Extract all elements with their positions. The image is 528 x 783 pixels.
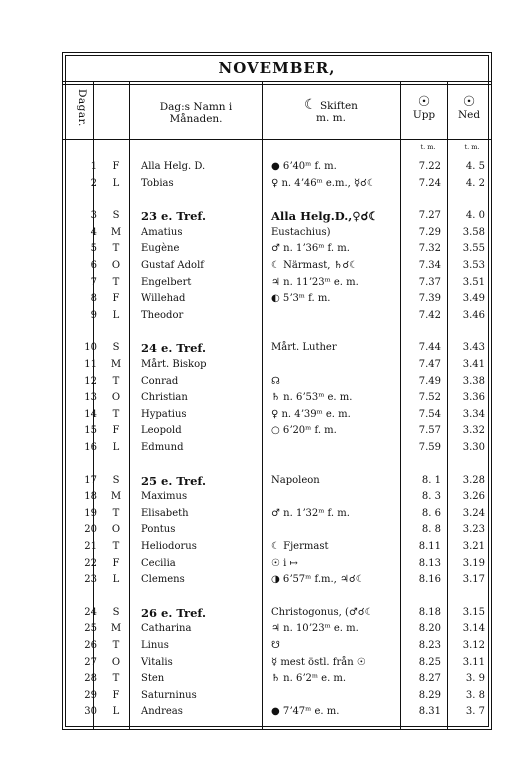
calendar-row [63, 556, 491, 572]
weekday: S [112, 606, 120, 618]
header-names: Dag:s Namn i Månaden. [159, 101, 233, 125]
day-number: 19 [84, 507, 97, 519]
day-number: 4 [90, 226, 97, 238]
time-unit-ned: t. m. [464, 143, 480, 151]
sunset-time: 3.43 [462, 342, 485, 354]
sunset-time: 3.34 [462, 408, 485, 420]
calendar-row [63, 241, 491, 257]
sunrise-time: 7.27 [418, 210, 441, 222]
sunrise-time: 8. 3 [421, 491, 441, 503]
day-number: 20 [84, 524, 97, 536]
day-name: Leopold [141, 425, 182, 437]
weekday: T [112, 507, 120, 519]
sunrise-time: 7.54 [418, 408, 441, 420]
sunset-time: 3.28 [462, 474, 485, 486]
sunset-time: 3. 7 [465, 706, 485, 718]
sunset-time: 3.49 [462, 293, 485, 305]
sunrise-time: 8.31 [418, 706, 441, 718]
calendar-row [63, 489, 491, 505]
astronomical-note: ● 7ʼ47ᵐ e. m. [271, 706, 340, 718]
day-name: Clemens [141, 574, 185, 586]
calendar-row [63, 340, 491, 356]
weekday: L [112, 574, 120, 586]
calendar-row [63, 522, 491, 538]
day-name: Andreas [141, 706, 183, 718]
calendar-row [63, 275, 491, 291]
sunset-time: 3.21 [462, 541, 485, 552]
sunrise-time: 8.13 [418, 557, 441, 569]
weekday: T [112, 541, 120, 552]
header-sun-down [449, 95, 489, 121]
day-number: 24 [84, 606, 97, 618]
weekday: M [110, 623, 122, 635]
weekday: S [112, 474, 120, 486]
day-name: Engelbert [141, 276, 192, 288]
astronomical-note: ◐ 5ʼ3ᵐ f. m. [271, 293, 331, 305]
header-moon-unit: m. m. [316, 112, 346, 124]
weekday: F [112, 161, 120, 172]
weekday: L [112, 309, 120, 321]
day-name: Linus [141, 640, 169, 651]
day-name: 23 e. Tref. [141, 209, 206, 224]
weekday: M [110, 226, 122, 238]
calendar-page [62, 52, 492, 730]
astronomical-note: ☾ Fjermast [271, 541, 329, 552]
day-number: 28 [84, 673, 97, 685]
sunset-time: 3.58 [462, 226, 485, 238]
calendar-row [63, 572, 491, 588]
sunrise-time: 8.18 [418, 606, 441, 618]
sunrise-time: 7.32 [418, 243, 441, 255]
astronomical-note: ☉ i ↦ [271, 557, 298, 569]
day-name: Pontus [141, 524, 176, 536]
weekday: F [112, 689, 120, 701]
day-name: Heliodorus [141, 541, 197, 552]
calendar-row [63, 159, 491, 175]
day-number: 2 [90, 177, 97, 189]
day-name: 24 e. Tref. [141, 341, 206, 356]
day-number: 7 [90, 276, 97, 288]
day-number: 11 [84, 359, 97, 370]
day-name: Eugène [141, 243, 180, 255]
day-number: 23 [84, 574, 97, 586]
day-name: Willehad [141, 293, 186, 305]
calendar-row [63, 638, 491, 654]
calendar-row [63, 704, 491, 720]
astronomical-note: ○ 6ʼ20ᵐ f. m. [271, 425, 337, 437]
day-number: 26 [84, 640, 97, 651]
sunset-time: 4. 2 [465, 177, 485, 189]
calendar-row [63, 374, 491, 390]
calendar-row [63, 621, 491, 637]
day-number: 9 [90, 309, 97, 321]
day-name: Mårt. Biskop [141, 359, 207, 370]
day-name: Vitalis [141, 656, 173, 668]
time-unit-upp: t. m. [420, 143, 436, 151]
day-name: Tobias [141, 177, 174, 189]
astronomical-note: ♂ n. 1ʼ32ᵐ f. m. [271, 507, 350, 519]
sunset-time: 3. 9 [465, 673, 485, 685]
weekday: S [112, 210, 120, 222]
day-name: Elisabeth [141, 507, 189, 519]
day-name: Maximus [141, 491, 188, 503]
calendar-row [63, 655, 491, 671]
day-name: Conrad [141, 375, 179, 387]
astronomical-note: ☿ mest östl. från ☉ [271, 656, 366, 668]
sunset-time: 3.15 [462, 606, 485, 618]
sunrise-time: 7.59 [418, 442, 441, 453]
sunrise-time: 7.44 [418, 342, 441, 354]
weekday: S [112, 342, 120, 354]
header-sun-up [402, 95, 446, 121]
day-name: Alla Helg. D. [141, 161, 206, 172]
sunset-time: 3. 8 [465, 689, 485, 701]
day-number: 27 [84, 656, 97, 668]
astronomical-note: Napoleon [271, 474, 320, 486]
sunrise-time: 8.16 [418, 574, 441, 586]
header-sun-up-label: Upp [412, 109, 436, 121]
sunrise-time: 8.27 [418, 673, 441, 685]
weekday: M [110, 491, 122, 503]
weekday: O [111, 656, 121, 668]
day-number: 22 [84, 557, 97, 569]
day-name: Theodor [141, 309, 184, 321]
sunrise-time: 8. 6 [421, 507, 441, 519]
sunset-time: 3.46 [462, 309, 485, 321]
astronomical-note: ♀ n. 4ʼ39ᵐ e. m. [271, 408, 351, 420]
calendar-row [63, 605, 491, 621]
sunrise-time: 7.37 [418, 276, 441, 288]
sunrise-time: 8.20 [418, 623, 441, 635]
header-moon [265, 99, 397, 124]
sun-icon: ☉ [462, 94, 476, 110]
astronomical-note: ☋ [271, 640, 280, 651]
astronomical-note: ♂ n. 1ʼ36ᵐ f. m. [271, 243, 350, 255]
sunset-time: 4. 0 [465, 210, 485, 222]
day-number: 17 [84, 474, 97, 486]
day-name: 26 e. Tref. [141, 605, 206, 620]
astronomical-note: ♃ n. 11ʼ23ᵐ e. m. [271, 276, 359, 288]
sunset-time: 3.26 [462, 491, 485, 503]
sunrise-time: 7.47 [418, 359, 441, 370]
day-number: 15 [84, 425, 97, 437]
weekday: F [112, 425, 120, 437]
day-number: 6 [90, 260, 97, 271]
astronomical-note: ☊ [271, 375, 280, 387]
day-name: Cecilia [141, 557, 176, 569]
astronomical-note: Christogonus, (♂☌☾ [271, 606, 374, 618]
weekday: F [112, 293, 120, 305]
sunset-time: 3.53 [462, 260, 485, 271]
weekday: O [111, 392, 121, 404]
sunset-time: 3.32 [462, 425, 485, 437]
calendar-row [63, 258, 491, 274]
header-moon-label: Skiften [319, 100, 358, 112]
weekday: O [111, 524, 121, 536]
day-number: 13 [84, 392, 97, 404]
sunrise-time: 8.23 [418, 640, 441, 651]
sunset-time: 3.11 [462, 656, 485, 668]
sunrise-time: 8.11 [418, 541, 441, 552]
header-sun-down-label: Ned [457, 109, 481, 121]
sunrise-time: 7.24 [418, 177, 441, 189]
day-name: Saturninus [141, 689, 197, 701]
weekday: L [112, 177, 120, 189]
calendar-row [63, 688, 491, 704]
sunrise-time: 7.22 [418, 161, 441, 172]
day-name: Sten [141, 673, 165, 685]
sunrise-time: 7.49 [418, 375, 441, 387]
day-number: 5 [90, 243, 97, 255]
weekday: T [112, 640, 120, 651]
sunset-time: 3.14 [462, 623, 485, 635]
calendar-row [63, 539, 491, 555]
weekday: O [111, 260, 121, 271]
calendar-row [63, 176, 491, 192]
calendar-row [63, 506, 491, 522]
day-number: 8 [90, 293, 97, 305]
day-name: Gustaf Adolf [141, 260, 204, 271]
day-number: 14 [84, 408, 97, 420]
sunrise-time: 8.29 [418, 689, 441, 701]
astronomical-note: ♃ n. 10ʼ23ᵐ e. m. [271, 623, 359, 635]
day-name: Amatius [141, 226, 183, 238]
weekday: F [112, 557, 120, 569]
sun-icon: ☉ [417, 94, 431, 110]
astronomical-note: ● 6ʼ40ᵐ f. m. [271, 161, 337, 172]
weekday: T [112, 408, 120, 420]
calendar-row [63, 225, 491, 241]
day-number: 10 [84, 342, 97, 354]
calendar-row [63, 291, 491, 307]
sunrise-time: 7.39 [418, 293, 441, 305]
sunset-time: 3.19 [462, 557, 485, 569]
calendar-row [63, 357, 491, 373]
day-number: 25 [84, 623, 97, 635]
sunrise-time: 8. 1 [421, 474, 441, 486]
calendar-row [63, 308, 491, 324]
weekday: T [112, 375, 120, 387]
calendar-row [63, 407, 491, 423]
astronomical-note: ♄ n. 6ʼ2ᵐ e. m. [271, 673, 347, 685]
weekday: L [112, 706, 120, 718]
calendar-row [63, 390, 491, 406]
weekday: L [112, 442, 120, 453]
day-number: 18 [84, 491, 97, 503]
calendar-row [63, 423, 491, 439]
weekday: T [112, 276, 120, 288]
sunrise-time: 7.29 [418, 226, 441, 238]
sunset-time: 3.51 [462, 276, 485, 288]
calendar-row [63, 208, 491, 224]
calendar-row [63, 473, 491, 489]
day-number: 12 [84, 375, 97, 387]
sunset-time: 3.17 [462, 574, 485, 586]
moon-icon: ☾ [304, 97, 317, 113]
title-rule [63, 81, 491, 82]
astronomical-note: ☾ Närmast, ♄☌☾ [271, 260, 359, 271]
header-rule [63, 139, 491, 140]
calendar-row [63, 440, 491, 456]
day-number: 16 [84, 442, 97, 453]
sunrise-time: 8.25 [418, 656, 441, 668]
sunset-time: 3.24 [462, 507, 485, 519]
sunset-time: 3.12 [462, 640, 485, 651]
calendar-row [63, 671, 491, 687]
sunset-time: 4. 5 [465, 161, 485, 172]
day-name: Hypatius [141, 408, 187, 420]
sunset-time: 3.30 [462, 442, 485, 453]
day-number: 30 [84, 706, 97, 718]
astronomical-note: Eustachius) [271, 226, 331, 238]
title-rule-thin [63, 84, 491, 85]
day-name: Catharina [141, 623, 192, 635]
day-number: 1 [90, 161, 97, 172]
astronomical-note: Mårt. Luther [271, 342, 337, 354]
day-name: 25 e. Tref. [141, 473, 206, 488]
weekday: T [112, 243, 120, 255]
astronomical-note: ◑ 6ʼ57ᵐ f.m., ♃☌☾ [271, 574, 365, 586]
header-days: Dagar. [76, 89, 88, 127]
sunrise-time: 7.52 [418, 392, 441, 404]
day-number: 21 [84, 541, 97, 552]
weekday: T [112, 673, 120, 685]
sunrise-time: 8. 8 [421, 524, 441, 536]
sunset-time: 3.36 [462, 392, 485, 404]
astronomical-note: ♄ n. 6ʼ53ᵐ e. m. [271, 392, 353, 404]
sunset-time: 3.38 [462, 375, 485, 387]
day-name: Edmund [141, 442, 184, 453]
day-number: 29 [84, 689, 97, 701]
sunrise-time: 7.57 [418, 425, 441, 437]
day-number: 3 [90, 210, 97, 222]
month-title: NOVEMBER, [218, 59, 336, 77]
sunset-time: 3.55 [462, 243, 485, 255]
sunset-time: 3.41 [462, 359, 485, 370]
weekday: M [110, 359, 122, 370]
day-name: Christian [141, 392, 188, 404]
sunset-time: 3.23 [462, 524, 485, 536]
astronomical-note: Alla Helg.D.,♀☌☾ [271, 209, 379, 224]
sunrise-time: 7.42 [418, 309, 441, 321]
astronomical-note: ♀ n. 4ʼ46ᵐ e.m., ☿☌☾ [271, 177, 376, 189]
sunrise-time: 7.34 [418, 260, 441, 271]
